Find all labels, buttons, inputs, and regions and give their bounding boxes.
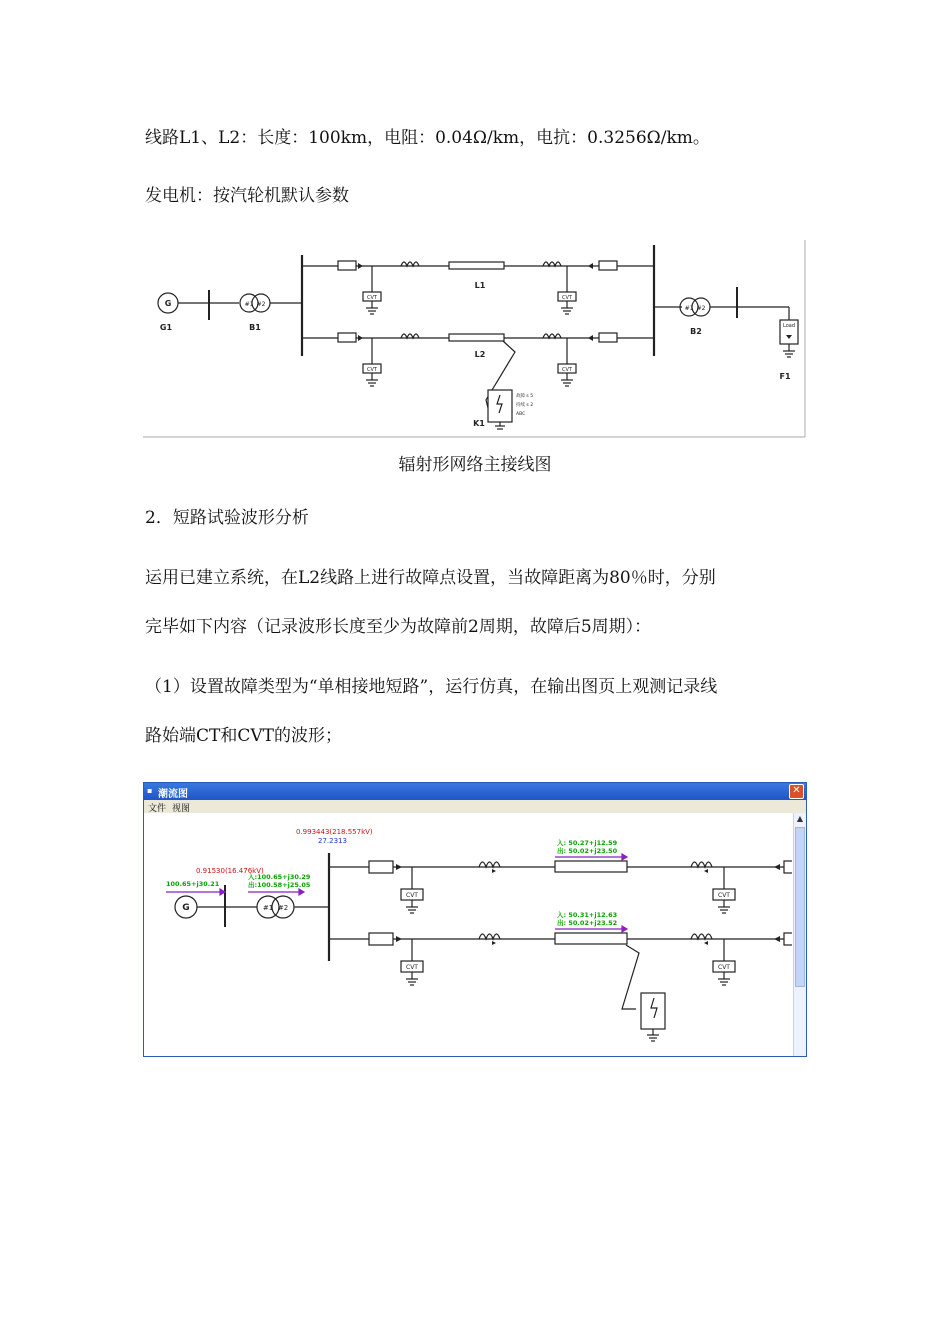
load-label: Load: [783, 323, 795, 329]
line-params-text: 线路L1、L2：长度：100km，电阻：0.04Ω/km，电抗：0.3256Ω/km。: [145, 128, 710, 148]
l1-flow-in: 入: 50.27+j12.59: [557, 839, 618, 847]
b1-winding-2: #2: [256, 301, 266, 308]
b2-winding-2: #2: [696, 305, 706, 312]
label-b2: B2: [690, 327, 702, 336]
cvt-label-4: CVT: [562, 367, 572, 373]
figure-caption: 辐射形网络主接线图: [398, 455, 552, 475]
t-winding-2: #2: [277, 904, 289, 912]
vertical-scrollbar[interactable]: [793, 813, 806, 1056]
paragraph-2: 完毕如下内容（记录波形长度至少为故障前2周期，故障后5周期）：: [145, 617, 652, 637]
scroll-thumb[interactable]: [795, 827, 805, 987]
power-flow-canvas: [144, 813, 792, 1056]
close-button[interactable]: ✕: [789, 784, 804, 799]
label-l1: L1: [474, 281, 486, 290]
app-icon: ▪: [147, 786, 153, 795]
fault-param-1: 故障 s 5: [516, 394, 534, 399]
generator-text: 发电机：按汽轮机默认参数: [145, 186, 349, 206]
label-f1: F1: [779, 372, 791, 381]
scroll-up-icon[interactable]: ▲: [796, 814, 804, 823]
b1-winding-1: #1: [244, 301, 254, 308]
radial-network-diagram: [143, 240, 806, 438]
label-k1: K1: [473, 419, 485, 428]
paragraph-4: 路始端CT和CVT的波形；: [145, 726, 342, 746]
cvt-tag-4: CVT: [718, 964, 730, 971]
cvt-tag-1: CVT: [406, 892, 418, 899]
label-g1: G1: [159, 323, 173, 332]
l1-flow-out: 出: 50.02+j23.50: [557, 847, 618, 855]
label-b1: B1: [249, 323, 261, 332]
gen-symbol-label: G: [182, 903, 190, 913]
cvt-label-3: CVT: [367, 367, 377, 373]
b2-winding-1: #1: [684, 305, 694, 312]
gen-flow-label: 100.65+j30.21: [166, 880, 220, 888]
l2-flow-in: 入: 50.31+j12.63: [557, 911, 618, 919]
menu-bar: [144, 800, 806, 813]
paragraph-3: （1）设置故障类型为“单相接地短路”，运行仿真，在输出图页上观测记录线: [145, 677, 718, 697]
bus-voltage-label: 0.993443(218.557kV): [296, 828, 373, 836]
menu-file[interactable]: 文件: [148, 804, 167, 814]
cvt-label-1: CVT: [367, 295, 377, 301]
paragraph-1: 运用已建立系统，在L2线路上进行故障点设置，当故障距离为80％时，分别: [145, 568, 716, 588]
power-flow-window: [143, 782, 807, 1057]
window-title: 潮流图: [158, 789, 188, 800]
window-titlebar: [144, 783, 806, 800]
menu-view[interactable]: 视图: [172, 804, 191, 814]
cvt-tag-3: CVT: [406, 964, 418, 971]
gen-voltage-label: 0.91530(16.476kV): [196, 867, 264, 875]
l2-flow-out: 出: 50.02+j23.52: [557, 919, 618, 927]
transformer-flow-out: 出:100.58+j25.05: [248, 881, 311, 889]
cvt-label-2: CVT: [562, 295, 572, 301]
label-l2: L2: [474, 350, 486, 359]
generator-symbol-label: G: [164, 299, 172, 308]
fault-param-3: ABC: [516, 412, 526, 417]
transformer-flow-in: 入:100.65+j30.29: [248, 873, 311, 881]
cvt-tag-2: CVT: [718, 892, 730, 899]
t-winding-1: #1: [262, 904, 274, 912]
fault-param-2: 持续 s 2: [516, 403, 534, 408]
section-heading: 2．短路试验波形分析: [145, 508, 309, 528]
bus-angle-label: 27.2313: [318, 837, 347, 845]
